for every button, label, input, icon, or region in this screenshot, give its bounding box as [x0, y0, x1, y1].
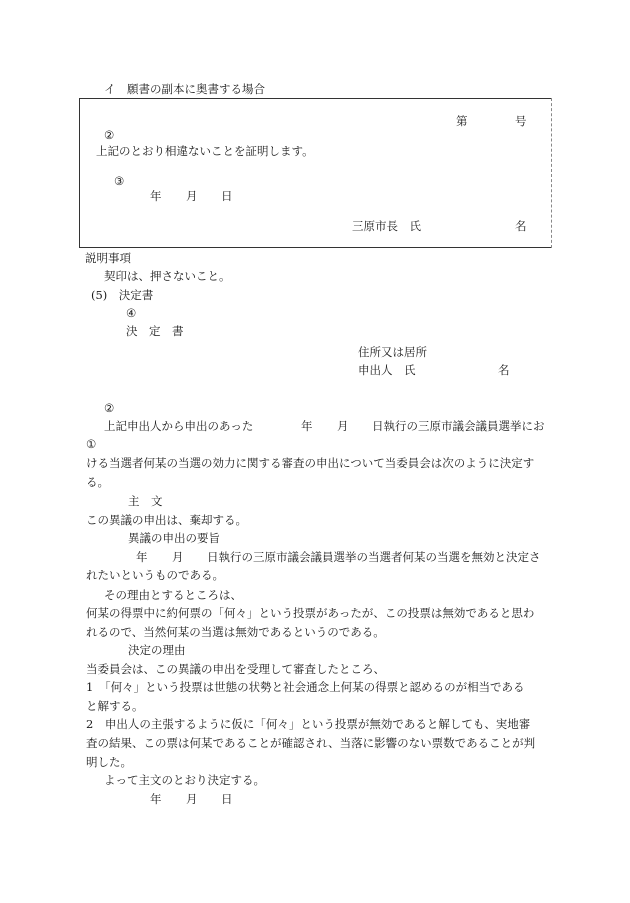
- certification-box: [79, 98, 552, 248]
- final-date-day: 日: [221, 792, 233, 806]
- circled-mark-1: ①: [86, 437, 97, 451]
- body-line1-month: 月: [337, 419, 349, 433]
- shubun-title: 主 文: [128, 494, 163, 508]
- circled-mark-4: ④: [126, 306, 137, 320]
- date-day: 日: [221, 189, 233, 203]
- number-dai: 第: [456, 114, 468, 128]
- box-dashed-edge: [551, 98, 552, 248]
- issuer-name: 名: [515, 219, 527, 233]
- notes-item: 契印は、押さないこと。: [104, 269, 231, 283]
- number-go: 号: [515, 114, 527, 128]
- notes-title: 説明事項: [85, 251, 131, 265]
- summary-month: 月: [172, 550, 184, 564]
- reason-intro: その理由とするところは、: [104, 588, 242, 602]
- final-date-month: 月: [186, 792, 198, 806]
- document-title: 決 定 書: [126, 324, 184, 338]
- date-year: 年: [150, 189, 162, 203]
- section-5-label: (5) 決定書: [91, 288, 154, 302]
- point2-line1: 2 申出人の主張するように仮に「何々」という投票が無効であると解しても、実地審: [86, 717, 531, 731]
- circled-mark-2b: ②: [104, 401, 115, 415]
- reason-line1: 何某の得票中に約何票の「何々」という投票があったが、この投票は無効であると思わ: [86, 606, 535, 620]
- reason-line2: れるので、当然何某の当選は無効であるというのである。: [86, 625, 385, 639]
- summary-title: 異議の申出の要旨: [128, 531, 220, 545]
- circled-mark-3: ③: [114, 174, 125, 188]
- summary-year: 年: [136, 550, 148, 564]
- decision-reason-title: 決定の理由: [128, 643, 186, 657]
- circled-mark-2: ②: [104, 128, 115, 142]
- point1-line1: 1 「何々」という投票は世態の状勢と社会通念上何某の得票と認めるのが相当である: [86, 680, 525, 694]
- section-heading-a: イ 願書の副本に奥書する場合: [104, 82, 265, 96]
- issuer-label: 三原市長 氏: [352, 219, 421, 233]
- certify-text: 上記のとおり相違ないことを証明します。: [96, 144, 314, 158]
- body-line3: る。: [86, 475, 109, 489]
- date-month: 月: [186, 189, 198, 203]
- final-date-year: 年: [150, 792, 162, 806]
- body-line1-a: 上記申出人から申出のあった: [104, 419, 254, 433]
- point2-line2: 査の結果、この票は何某であることが確認され、当落に影響のない票数であることが判: [86, 736, 536, 750]
- applicant-label: 申出人 氏: [358, 363, 416, 377]
- body-line2: ける当選者何某の当選の効力に関する審査の申出について当委員会は次のように決定す: [86, 456, 535, 470]
- point2-line3: 明した。: [86, 755, 132, 769]
- summary-line2: れたいというものである。: [86, 568, 224, 582]
- body-line1-year: 年: [301, 419, 313, 433]
- shubun-text: この異議の申出は、棄却する。: [86, 513, 247, 527]
- point1-line2: と解する。: [86, 699, 144, 713]
- decision-intro: 当委員会は、この異議の申出を受理して審査したところ、: [86, 662, 385, 676]
- body-line1-d: 日執行の三原市議会議員選挙にお: [372, 419, 545, 433]
- applicant-name: 名: [498, 363, 510, 377]
- address-label: 住所又は居所: [358, 345, 427, 359]
- summary-line1: 日執行の三原市議会議員選挙の当選者何某の当選を無効と決定さ: [207, 550, 541, 564]
- conclusion: よって主文のとおり決定する。: [104, 773, 265, 787]
